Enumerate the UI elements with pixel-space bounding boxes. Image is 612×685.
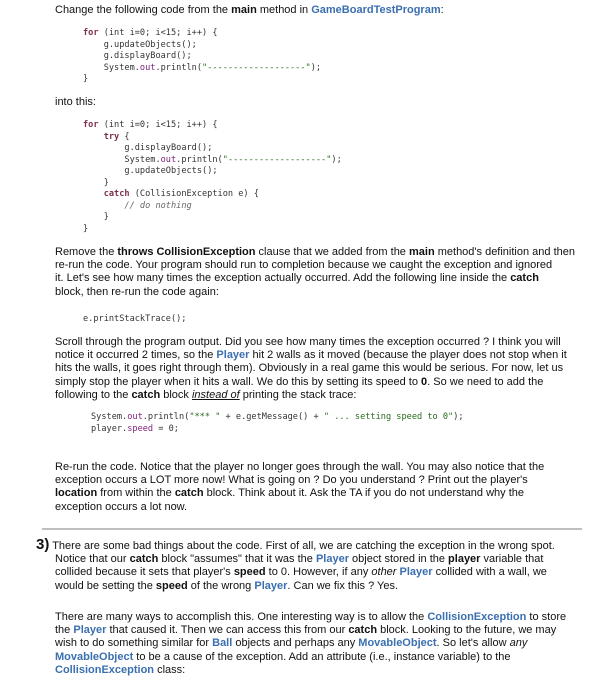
program-name: GameBoardTestProgram	[311, 4, 441, 16]
section-divider	[42, 528, 582, 530]
code-block-try-catch: for (int i=0; i<15; i++) { try { g.displayBoard(); System.out.println("-------------------"); g.updateObjects(); } catch (CollisionException e) { // do nothing } }	[83, 120, 342, 234]
paragraph-scroll-output: Scroll through the program output. Did you see how many times the exception occurred ? I think you will notice it occurred 2 times, so the Player hit 2 walls as it moved (because the player does not stop when it hits the walls, it goes right through them). Obviously in a real game this would be serious. For now, let us simply stop the player when it hits a wall. We do this by setting its speed to 0. So we need to add the following to the catch block instead of printing the stack trace:	[55, 336, 567, 401]
code-block-original: for (int i=0; i<15; i++) { g.updateObjects(); g.displayBoard(); System.out.println("-------------------"); }	[83, 28, 322, 84]
intro-line: Change the following code from the main method in GameBoardTestProgram:	[55, 4, 444, 16]
paragraph-remove-throws: Remove the throws CollisionException clause that we added from the main method's definition and then re-run the code. Your program should run to completion because we caught the exception and ignored it. Let's see how many times the exception actually occurred. Add the following line inside the catch block, then re-run the code again:	[55, 246, 575, 298]
section-3: 3) There are some bad things about the code. First of all, we are catching the exception in the wrong spot. Notice that our catch block "assumes" that it was the Player object stored in the player variable that collided because it sets that player's speed to 0. However, if any other Player collided with a wall, we would be setting the speed of the wrong Player. Can we fix this ? Yes.	[36, 536, 555, 592]
paragraph-many-ways: There are many ways to accomplish this. One interesting way is to allow the CollisionException to store the Player that caused it. Then we can access this from our catch block. Looking to the future, we may wish to do something similar for Ball objects and perhaps any MovableObject. So let's allow any MovableObject to be a cause of the exception. Add an attribute (i.e., instance variable) to the CollisionException class:	[55, 611, 567, 676]
paragraph-rerun: Re-run the code. Notice that the player no longer goes through the wall. You may also notice that the exception occurs a LOT more now! What is going on ? Do you understand ? Print out the player's location from within the catch block. Think about it. Ask the TA if you do not understand why the exception occurs a lot now.	[55, 461, 545, 513]
section-number: 3)	[36, 536, 50, 553]
code-set-speed: System.out.println("*** " + e.getMessage() + " ... setting speed to 0"); player.speed = 0;	[91, 412, 464, 434]
into-label: into this:	[55, 96, 96, 108]
code-print-stack-trace: e.printStackTrace();	[83, 314, 187, 324]
